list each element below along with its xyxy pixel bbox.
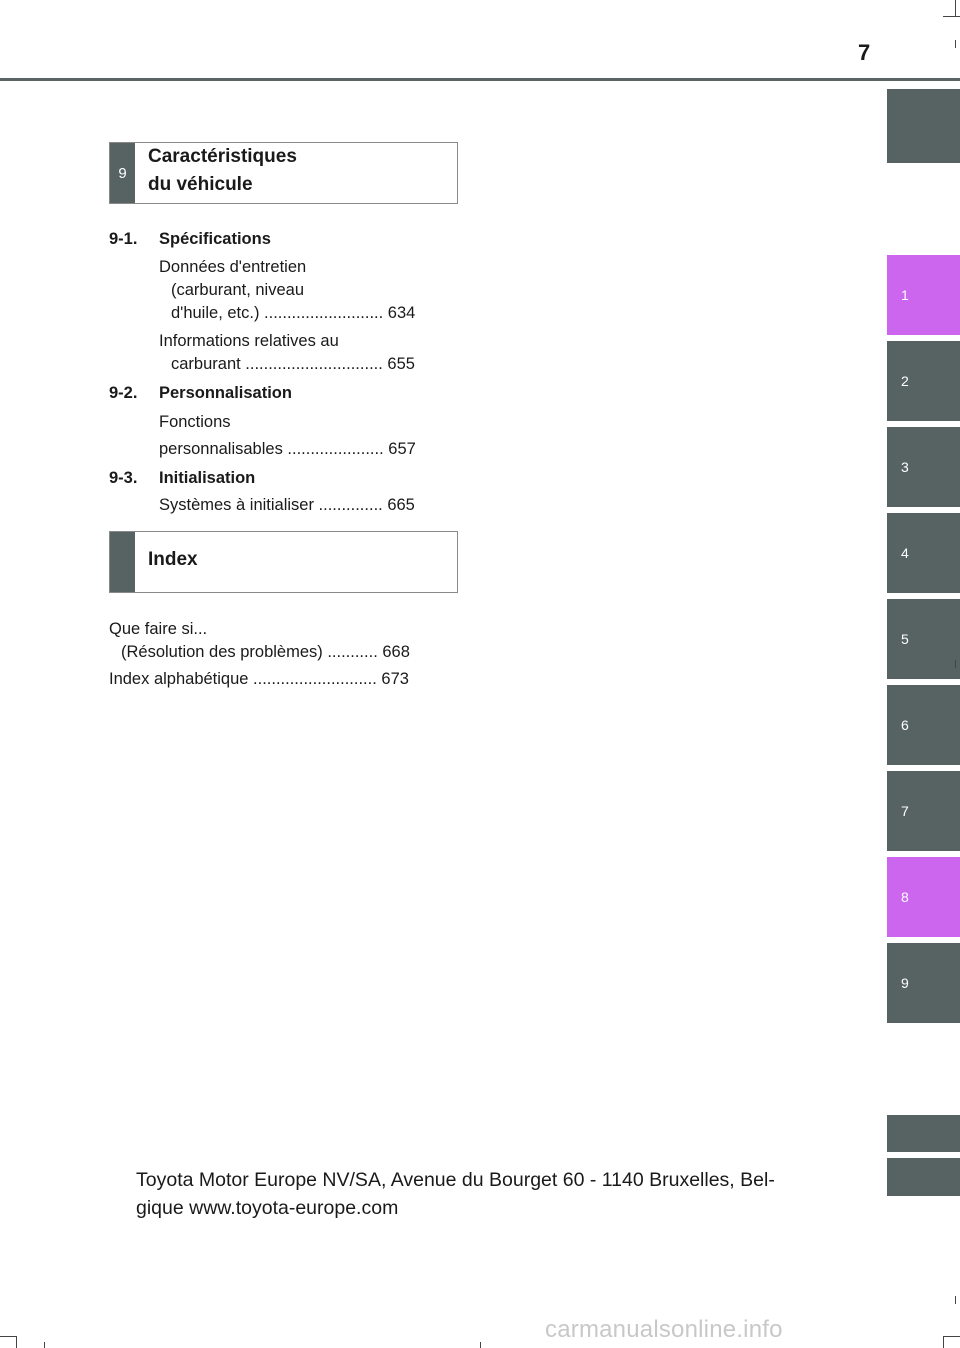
toc-entry-line: carburant .............................. 655	[171, 355, 415, 373]
toc-entry-line: (Résolution des problèmes) ........... 668	[121, 643, 410, 661]
watermark: carmanualsonline.info	[545, 1316, 783, 1343]
crop-mark	[955, 660, 956, 668]
section-title-line1: Caractéristiques	[148, 146, 297, 167]
toc-entry-line: Systèmes à initialiser .............. 665	[159, 496, 415, 514]
sidebar-tab-8[interactable]	[887, 857, 960, 937]
crop-mark	[955, 0, 956, 16]
subsection-title: Personnalisation	[159, 384, 292, 402]
section-number-bar	[110, 532, 135, 592]
footer-line1: Toyota Motor Europe NV/SA, Avenue du Bourget 60 - 1140 Bruxelles, Bel-	[136, 1169, 775, 1191]
sidebar-tab-label: 6	[901, 717, 909, 733]
toc-entry[interactable]	[109, 668, 409, 691]
toc-entry-line: Fonctions	[159, 413, 231, 431]
sidebar-tab-3[interactable]	[887, 427, 960, 507]
sidebar-tab-1[interactable]	[887, 255, 960, 335]
toc-entry-line: personnalisables ..................... 657	[159, 440, 416, 458]
toc-entry[interactable]	[159, 494, 415, 517]
publisher-footer	[136, 1166, 836, 1222]
toc-entry-line: d'huile, etc.) .......................... 634	[171, 304, 416, 322]
footer-line2: gique www.toyota-europe.com	[136, 1197, 399, 1219]
subsection-code: 9-3.	[109, 469, 138, 487]
sidebar-tab-label: 2	[901, 373, 909, 389]
crop-mark	[0, 1336, 16, 1337]
sidebar-tab-bottom-1	[887, 1115, 960, 1152]
sidebar-tab-9[interactable]	[887, 943, 960, 1023]
toc-entry-line: (carburant, niveau	[171, 281, 304, 299]
subsection-9-2	[109, 382, 292, 405]
subsection-9-1	[109, 228, 271, 251]
crop-mark	[943, 1336, 960, 1337]
toc-entry-line: Données d'entretien	[159, 258, 307, 276]
subsection-title: Spécifications	[159, 230, 271, 248]
sidebar-tab-top	[887, 89, 960, 163]
section-number-bar	[110, 143, 135, 203]
crop-mark	[480, 1342, 481, 1348]
sidebar-tab-label: 1	[901, 287, 909, 303]
sidebar-tab-bottom-2	[887, 1158, 960, 1196]
crop-mark	[943, 1336, 944, 1348]
sidebar-tab-6[interactable]	[887, 685, 960, 765]
sidebar-tab-label: 8	[901, 889, 909, 905]
toc-entry-line: Index alphabétique ........................... 673	[109, 670, 409, 688]
header-rule	[0, 78, 960, 81]
sidebar-tab-7[interactable]	[887, 771, 960, 851]
toc-entry[interactable]	[159, 409, 416, 463]
toc-entry[interactable]	[159, 330, 415, 376]
section-title	[148, 143, 297, 199]
subsection-code: 9-2.	[109, 384, 138, 402]
crop-mark	[955, 1296, 956, 1304]
index-title: Index	[148, 549, 198, 570]
toc-entry[interactable]	[109, 618, 410, 664]
sidebar-tab-label: 3	[901, 459, 909, 475]
sidebar-tab-label: 7	[901, 803, 909, 819]
crop-mark	[44, 1342, 45, 1348]
page-number: 7	[858, 40, 871, 65]
sidebar-tab-label: 5	[901, 631, 909, 647]
toc-entry-line: Que faire si...	[109, 620, 208, 638]
crop-mark	[955, 40, 956, 48]
sidebar-tab-5[interactable]	[887, 599, 960, 679]
index-section-header	[109, 531, 458, 593]
sidebar-tab-label: 4	[901, 545, 909, 561]
section-title-line2: du véhicule	[148, 174, 253, 195]
crop-mark	[943, 16, 960, 17]
subsection-9-3	[109, 467, 256, 490]
sidebar-tab-4[interactable]	[887, 513, 960, 593]
toc-entry-line: Informations relatives au	[159, 332, 339, 350]
sidebar-tab-2[interactable]	[887, 341, 960, 421]
subsection-code: 9-1.	[109, 230, 138, 248]
toc-entry[interactable]	[159, 256, 415, 325]
section-number: 9	[118, 164, 127, 182]
sidebar-tab-label: 9	[901, 975, 909, 991]
crop-mark	[16, 1336, 17, 1348]
section-9-header	[109, 142, 458, 204]
subsection-title: Initialisation	[159, 469, 256, 487]
